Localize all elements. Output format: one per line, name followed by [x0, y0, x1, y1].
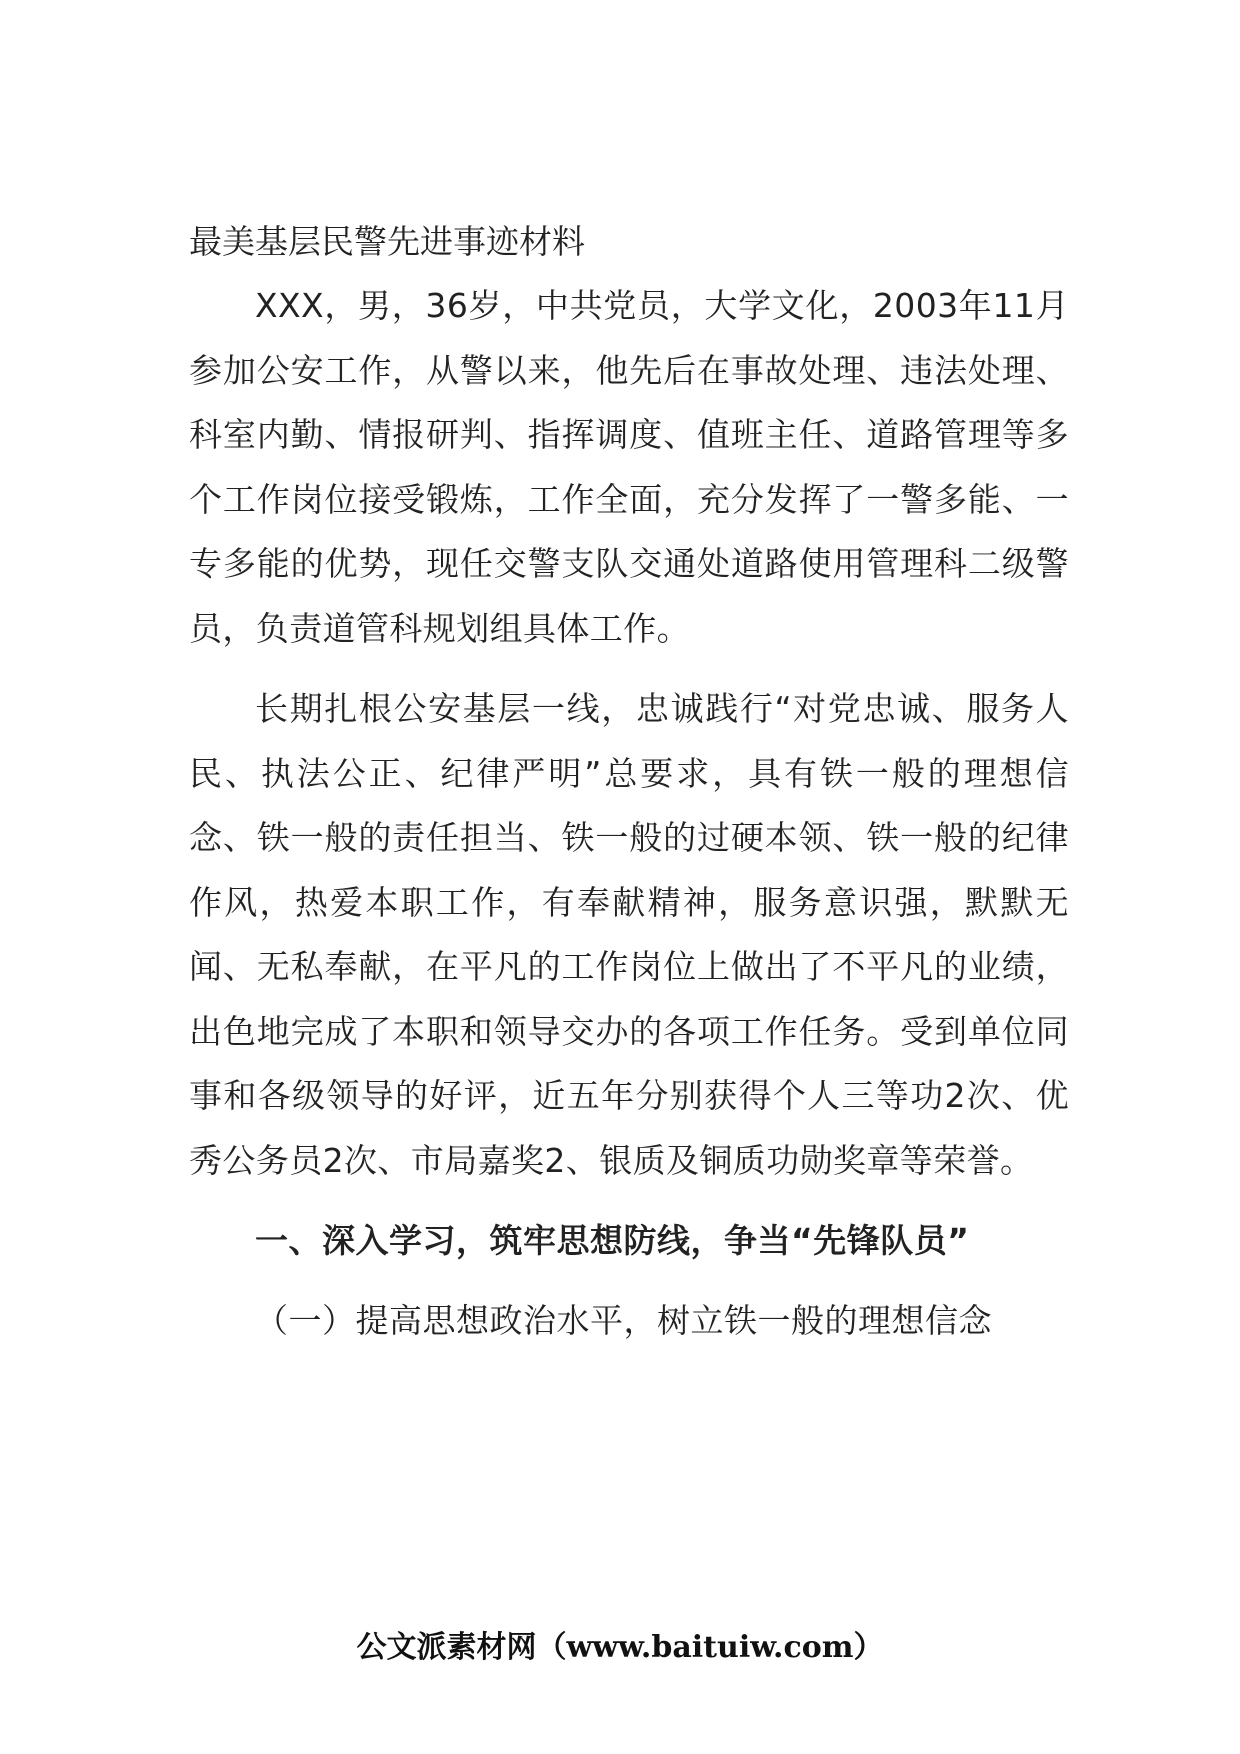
- section-heading-1: 一、深入学习，筑牢思想防线，争当“先锋队员”: [255, 1221, 970, 1260]
- footer-watermark: 公文派素材网（www.baituiw.com）: [356, 1630, 884, 1665]
- document-title: 最美基层民警先进事迹材料: [189, 222, 585, 261]
- document-body: [189, 210, 1069, 1353]
- paragraph-intro: XXX，男，36岁，中共党员，大学文化，2003年11月参加公安工作，从警以来，他先后在事故处理、违法处理、科室内勤、情报研判、指挥调度、值班主任、道路管理等多个工作岗位接受锻炼，工作全面，充分发挥了一警多能、一专多能的优势，现任交警支队交通处道路使用管理科二级警员，负责道管科规划组具体工作。: [189, 286, 1069, 648]
- subsection-heading-1: （一）提高思想政治水平，树立铁一般的理想信念: [255, 1301, 992, 1340]
- paragraph-achievements: 长期扎根公安基层一线，忠诚践行“对党忠诚、服务人民、执法公正、纪律严明”总要求，具有铁一般的理想信念、铁一般的责任担当、铁一般的过硬本领、铁一般的纪律作风，热爱本职工作，有奉献精神，服务意识强，默默无闻、无私奉献，在平凡的工作岗位上做出了不平凡的业绩，出色地完成了本职和领导交办的各项工作任务。受到单位同事和各级领导的好评，近五年分别获得个人三等功2次、优秀公务员2次、市局嘉奖2、银质及铜质功勋奖章等荣誉。: [189, 689, 1069, 1180]
